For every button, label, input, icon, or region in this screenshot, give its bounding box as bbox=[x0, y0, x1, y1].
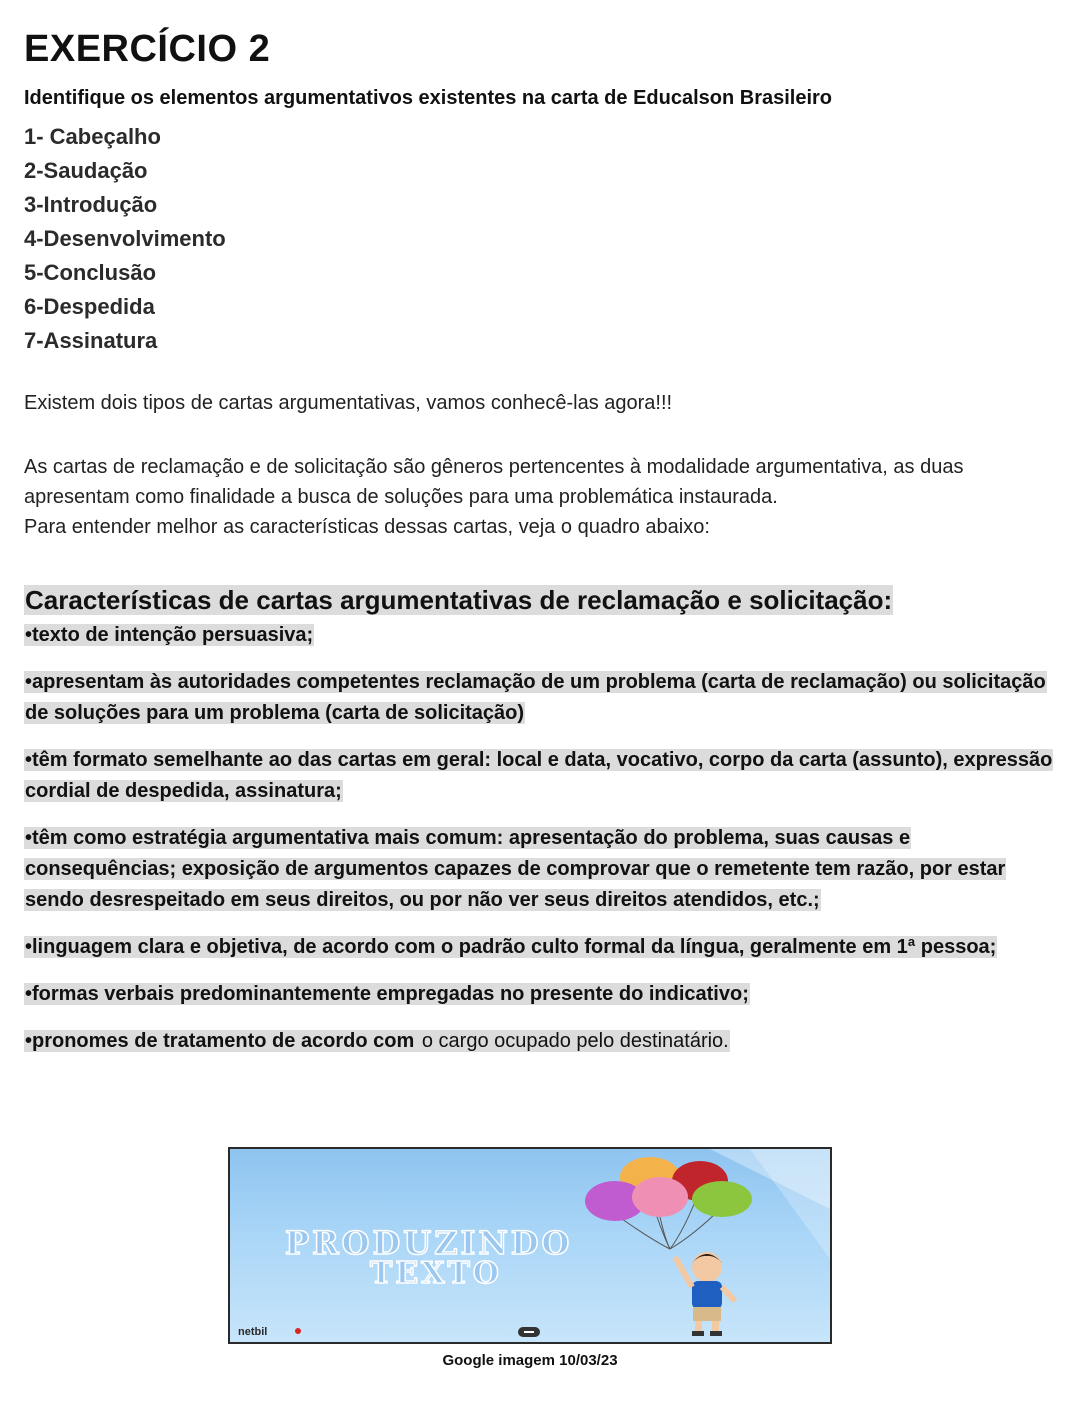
boy-figure bbox=[675, 1252, 735, 1336]
banner-line-2: TEXTO bbox=[370, 1256, 502, 1291]
netbil-logo: netbil bbox=[238, 1326, 268, 1338]
list-item bbox=[24, 823, 1054, 916]
light-ray bbox=[750, 1149, 830, 1259]
list-item bbox=[24, 1026, 1054, 1057]
bullet-text: •apresentam às autoridades competentes reclamação de um problema (carta de reclamação) ou solicitação de soluções para um problema (carta de solicitação) bbox=[25, 671, 1046, 724]
bullet-text: •linguagem clara e objetiva, de acordo com o padrão culto formal da língua, geralmente em 1ª pessoa; bbox=[25, 936, 997, 958]
logo-dot-icon bbox=[295, 1328, 301, 1334]
balloon-green bbox=[692, 1181, 752, 1217]
banner-line-1: PRODUZINDO bbox=[285, 1224, 573, 1262]
produzindo-texto-illustration bbox=[228, 1147, 832, 1344]
list-item bbox=[24, 620, 1054, 651]
letter-parts-list bbox=[24, 120, 1054, 358]
balloon-pink bbox=[632, 1177, 688, 1217]
bullet-text-bold: •pronomes de tratamento de acordo com bbox=[25, 1030, 415, 1052]
bullet-text: •têm como estratégia argumentativa mais comum: apresentação do problema, suas causas e consequências; exposição de argumentos capazes de comprovar que o remetente tem razão, por estar sendo desrespeitado em seus direitos, ou por não ver seus direitos atendidos, etc.; bbox=[25, 827, 1006, 911]
page-title: EXERCÍCIO 2 bbox=[24, 28, 271, 70]
list-item: 4-Desenvolvimento bbox=[24, 226, 226, 251]
list-item bbox=[24, 667, 1054, 729]
characteristics-list bbox=[24, 620, 1054, 1057]
list-item bbox=[24, 745, 1054, 807]
characteristics-title: Características de cartas argumentativas de reclamação e solicitação: bbox=[25, 585, 893, 615]
characteristics-heading bbox=[24, 580, 1054, 620]
document-page bbox=[24, 24, 1054, 1073]
bullet-text: •formas verbais predominantemente empregadas no presente do indicativo; bbox=[25, 983, 749, 1005]
list-item bbox=[24, 932, 1054, 963]
illustration-svg bbox=[230, 1149, 830, 1342]
list-item: 5-Conclusão bbox=[24, 260, 157, 285]
list-item: 2-Saudação bbox=[24, 158, 148, 183]
explanation-block bbox=[24, 452, 1054, 542]
list-item: 7-Assinatura bbox=[24, 328, 158, 353]
bullet-text: •têm formato semelhante ao das cartas em geral: local e data, vocativo, corpo da carta (assunto), expressão cordial de despedida, assinatura; bbox=[25, 749, 1053, 802]
figure-caption: Google imagem 10/03/23 bbox=[442, 1352, 618, 1369]
list-item: 6-Despedida bbox=[24, 294, 155, 319]
intro-paragraph: Existem dois tipos de cartas argumentativas, vamos conhecê-las agora!!! bbox=[24, 392, 673, 414]
list-item: 3-Introdução bbox=[24, 192, 158, 217]
explanation-paragraph: As cartas de reclamação e de solicitação são gêneros pertencentes à modalidade argumentativa, as duas apresentam como finalidade a busca de soluções para uma problemática instaurada. bbox=[24, 456, 964, 508]
bullet-text: •texto de intenção persuasiva; bbox=[25, 624, 314, 646]
list-item bbox=[24, 979, 1054, 1010]
exercise-instruction: Identifique os elementos argumentativos existentes na carta de Educalson Brasileiro bbox=[24, 87, 833, 109]
list-item: 1- Cabeçalho bbox=[24, 124, 161, 149]
bullet-text-normal: o cargo ocupado pelo destinatário. bbox=[416, 1030, 729, 1052]
explanation-instruction: Para entender melhor as características dessas cartas, veja o quadro abaixo: bbox=[24, 516, 710, 538]
